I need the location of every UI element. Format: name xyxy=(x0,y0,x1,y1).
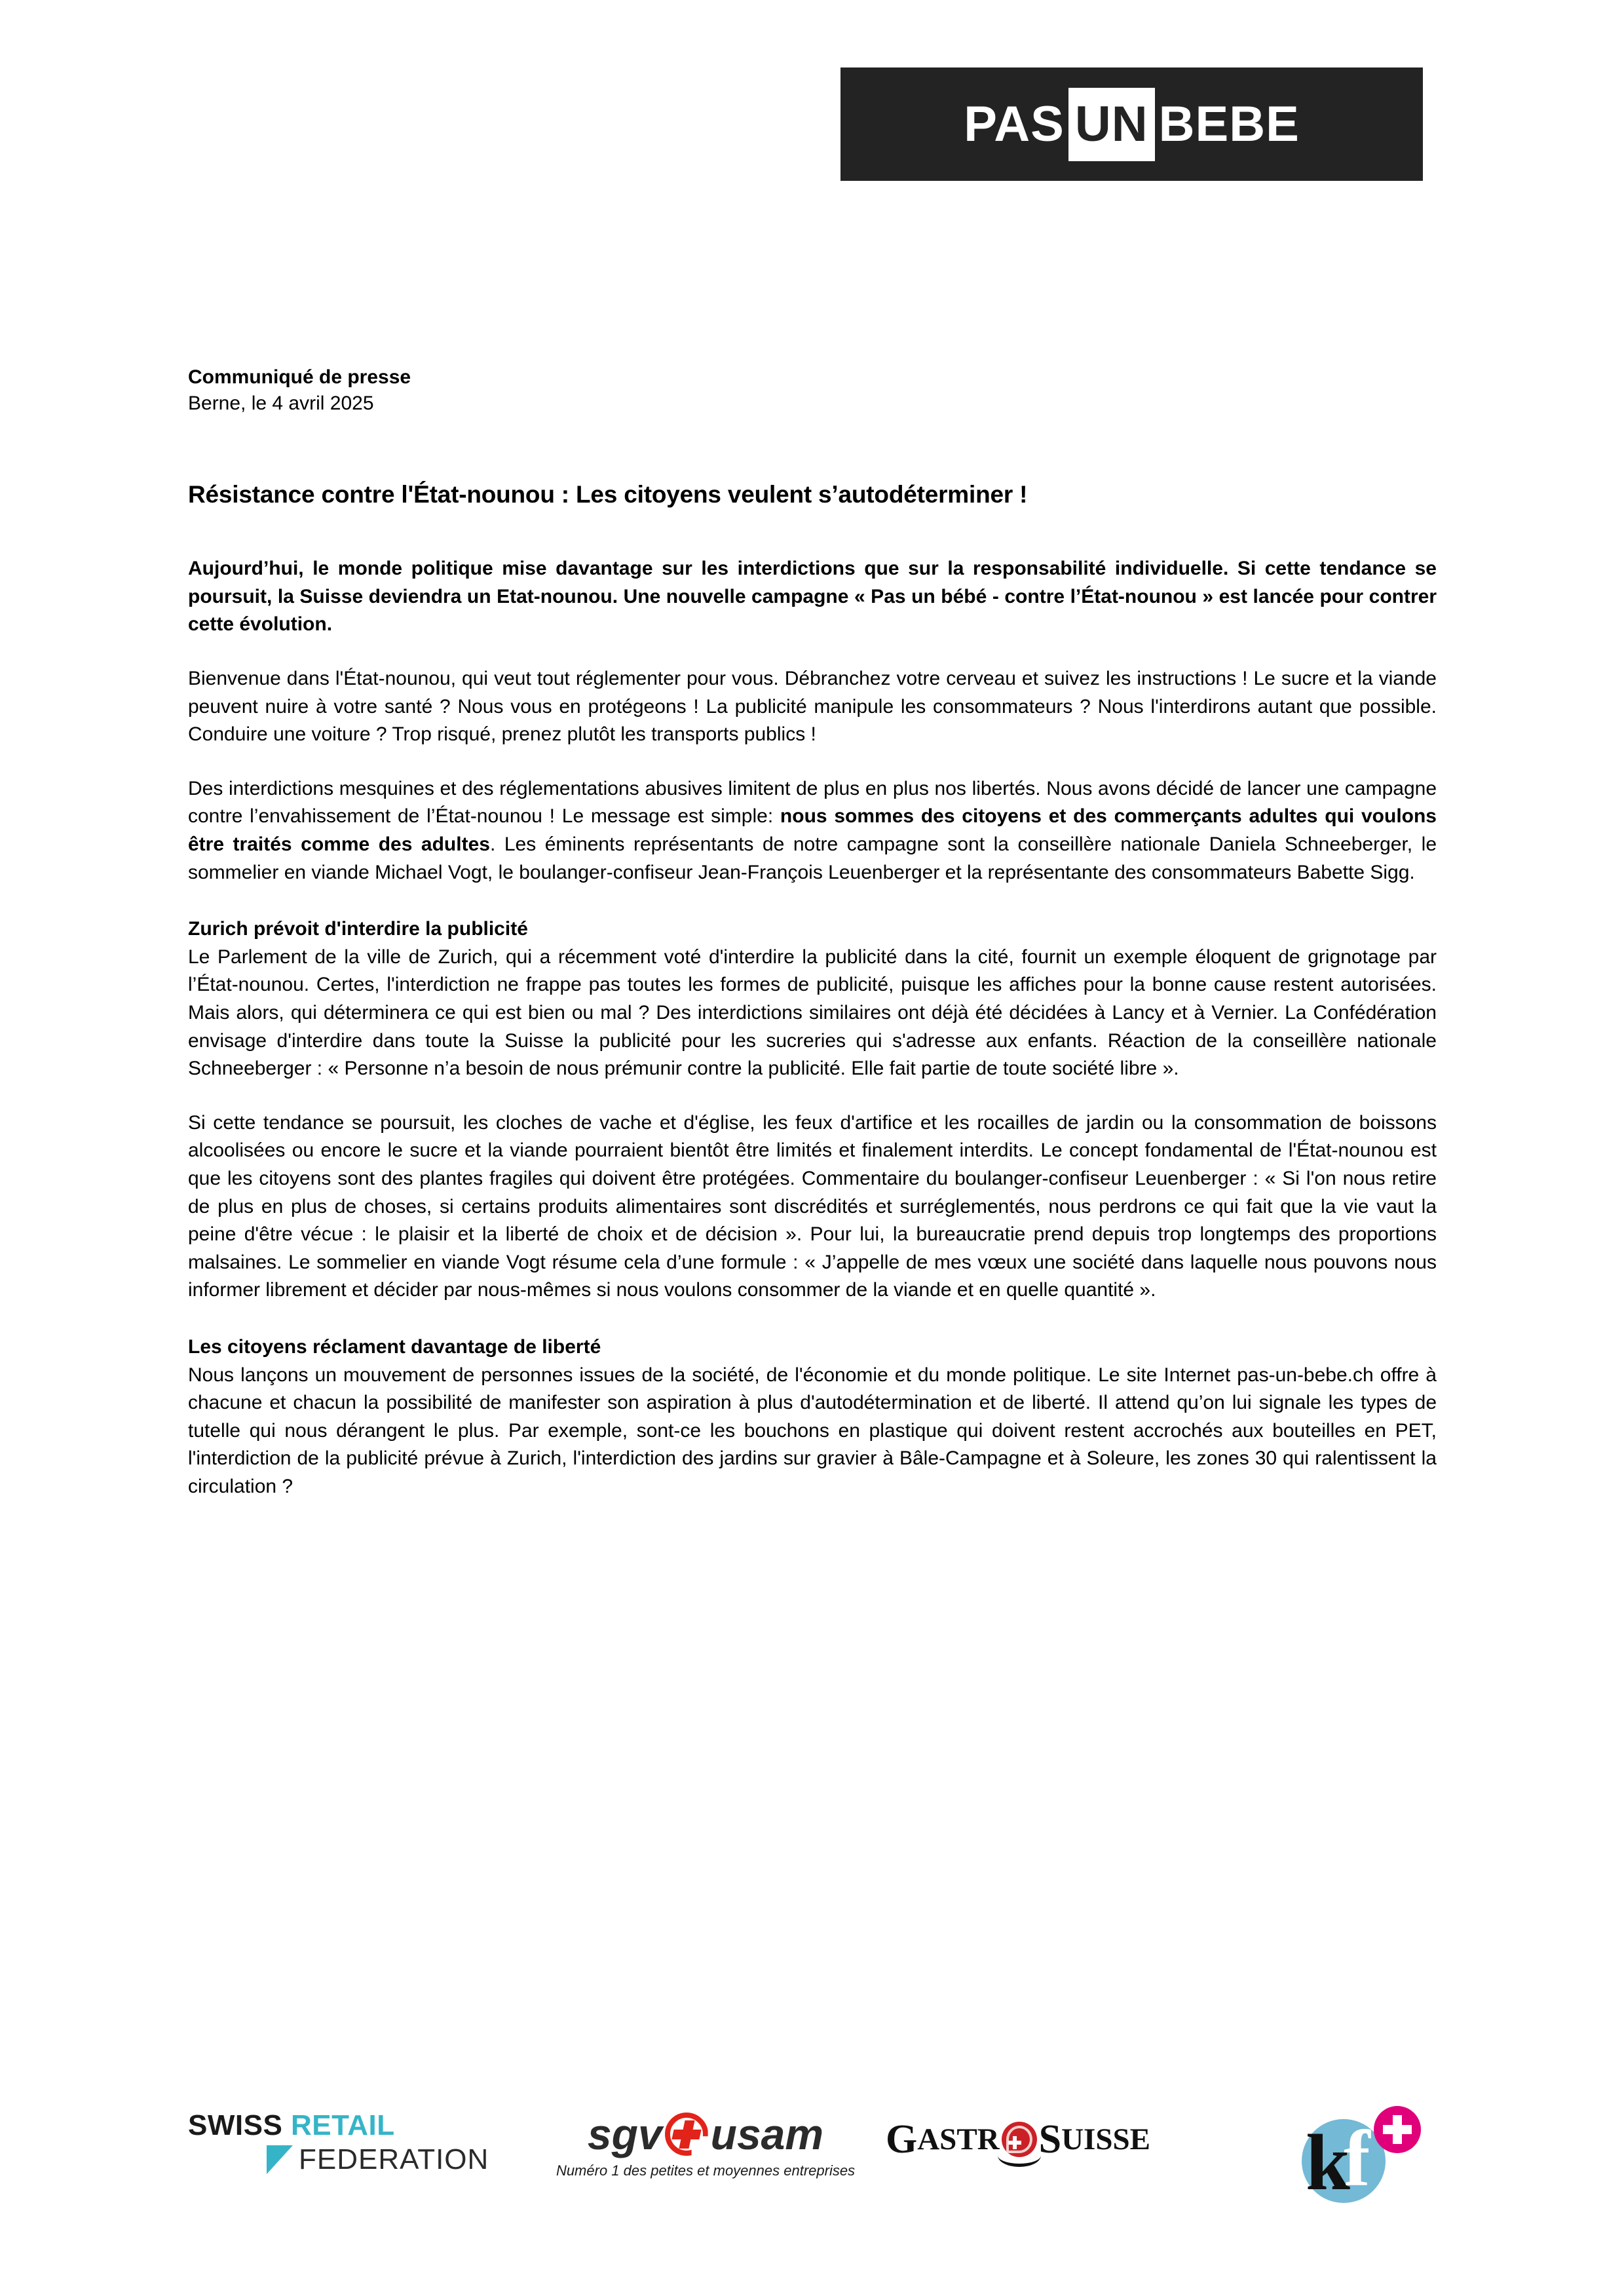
sgv-usam-logo xyxy=(555,2110,856,2179)
document-body xyxy=(188,364,1437,1501)
swiss-retail-federation-logo xyxy=(188,2109,489,2175)
logo-word-bebe: BEBE xyxy=(1158,96,1300,152)
section-text-liberte: Nous lançons un mouvement de personnes issues de la société, de l'économie et du monde politique. Le site Internet pas-un-bebe.ch offre à chacune et chacun la possibilité de manifester son aspiration à plus d'autodétermination et de liberté. Il attend qu’on lui signale les types de tutelle qui nous dérangent le plus. Par exemple, sont-ce les bouchons en plastique qui doivent restent accrochés aux bouteilles en PET, l'interdiction de la publicité prévue à Zurich, l'interdiction des jardins sur gravier à Bâle-Campagne et à Soleure, les zones 30 qui ralentissent la circulation ? xyxy=(188,1364,1437,1497)
page-title: Résistance contre l'État-nounou : Les citoyens veulent s’autodéterminer ! xyxy=(188,481,1028,508)
section-text-zurich: Le Parlement de la ville de Zurich, qui a récemment voté d'interdire la publicité dans la cité, fournit un exemple éloquent de grignotage par l’État-nounou. Certes, l'interdiction ne frappe pas toutes les formes de publicité, puisque les affiches pour la bonne cause restent autorisées. Mais alors, qui déterminera ce qui est bien ou mal ? Des interdictions similaires ont déjà été décidées à Lancy et à Vernier. La Confédération envisage d'interdire dans toute la Suisse la publicité pour les sucreries qui s'adresse aux enfants. Réaction de la conseillère nationale Schneeberger : « Personne n’a besoin de nous prémunir contre la publicité. Elle fait partie de toute société libre ». xyxy=(188,946,1437,1080)
paragraph-campaign xyxy=(188,775,1437,887)
swiss-cross-circle-icon xyxy=(665,2113,708,2156)
kf-logo xyxy=(1295,2099,1459,2211)
logo-word-un: UN xyxy=(1068,88,1155,161)
sgv-word-right: usam xyxy=(710,2110,824,2158)
gastrosuisse-wordmark xyxy=(886,2119,1150,2160)
gastro-initial-g: G xyxy=(886,2117,918,2162)
srf-word-retail: RETAIL xyxy=(291,2109,395,2141)
paragraph-intro: Bienvenue dans l'État-nounou, qui veut tout réglementer pour vous. Débranchez votre cerveau et suivez les instructions ! Le sucre et la viande peuvent nuire à votre santé ? Nous vous en protégeons ! La publicité manipule les consommateurs ? Nous l'interdirons autant que possible. Conduire une voiture ? Trop risqué, prenez plutôt les transports publics ! xyxy=(188,668,1437,746)
paragraph-campaign-emphasis: nous sommes des citoyens et des commerçants adultes qui voulons être traités comme des adultes xyxy=(188,805,1437,856)
document-type-label: Communiqué de presse xyxy=(188,366,411,388)
lead-paragraph: Aujourd’hui, le monde politique mise davantage sur les interdictions que sur la responsabilité individuelle. Si cette tendance se poursuit, la Suisse deviendra un Etat-nounou. Une nouvelle campagne « Pas un bébé - contre l’État-nounou » est lancée pour contrer cette évolution. xyxy=(188,558,1437,636)
sgv-wordmark xyxy=(555,2110,856,2158)
srf-word-swiss: SWISS xyxy=(188,2109,283,2141)
partner-logos xyxy=(188,2094,1472,2219)
sgv-word-left: sgv xyxy=(587,2110,662,2158)
triangle-icon xyxy=(267,2145,293,2174)
rosette-o-icon xyxy=(1002,2122,1037,2157)
logo-word-pas: PAS xyxy=(964,96,1065,152)
paragraph-tendance: Si cette tendance se poursuit, les cloches de vache et d'église, les feux d'artifice et les rocailles de jardin ou la consommation de boissons alcoolisées ou encore le sucre et la viande pourraient bientôt être limités et finalement interdits. Le concept fondamental de l'État-nounou est que les citoyens sont des plantes fragiles qui doivent être protégées. Commentaire du boulanger-confiseur Leuenberger : « Si l'on nous retire de plus en plus de choses, si certains produits alimentaires sont discrédités et surréglementés, nous perdrons ce qui fait que la vie vaut la peine d'être vécue : le plaisir et la liberté de choix et de décision ». Pour lui, la bureaucratie prend depuis trop longtemps des proportions malsaines. Le sommelier en viande Vogt résume cela d’une formule : « J’appelle de mes vœux une société dans laquelle nous pouvons nous informer librement et décider par nous-mêmes si nous voulons consommer de la viande et en quelle quantité ». xyxy=(188,1111,1437,1301)
section-heading-liberte: Les citoyens réclament davantage de liberté xyxy=(188,1335,601,1358)
srf-line-two xyxy=(267,2143,489,2175)
sgv-tagline: Numéro 1 des petites et moyennes entreprises xyxy=(556,2162,856,2179)
kf-letter-k: k xyxy=(1306,2118,1350,2207)
paragraph-campaign-part1: Des interdictions mesquines et des réglementations abusives limitent de plus en plus nos libertés. Nous avons décidé de lancer une campagne contre l’envahissement de l’État-nounou ! Le message est simple: xyxy=(188,777,1437,828)
srf-line-one xyxy=(188,2111,470,2140)
dateline: Berne, le 4 avril 2025 xyxy=(188,392,374,414)
gastro-letters-uisse: UISSE xyxy=(1061,2122,1150,2156)
gastro-letters-astr: ASTR xyxy=(917,2122,1000,2156)
gastrosuisse-logo xyxy=(886,2119,1150,2160)
logo-wordmark xyxy=(964,88,1300,161)
campaign-logo xyxy=(840,67,1423,181)
srf-word-federation: FEDERATION xyxy=(299,2143,489,2175)
kf-letter-f: f xyxy=(1344,2114,1370,2203)
gastro-initial-s: S xyxy=(1038,2117,1062,2162)
paragraph-campaign-part2: . Les éminents représentants de notre campagne sont la conseillère nationale Daniela Schneeberger, le sommelier en viande Michael Vogt, le boulanger-confiseur Jean-François Leuenberger et la représentante des consommateurs Babette Sigg. xyxy=(188,833,1437,883)
section-heading-zurich: Zurich prévoit d'interdire la publicité xyxy=(188,918,528,940)
